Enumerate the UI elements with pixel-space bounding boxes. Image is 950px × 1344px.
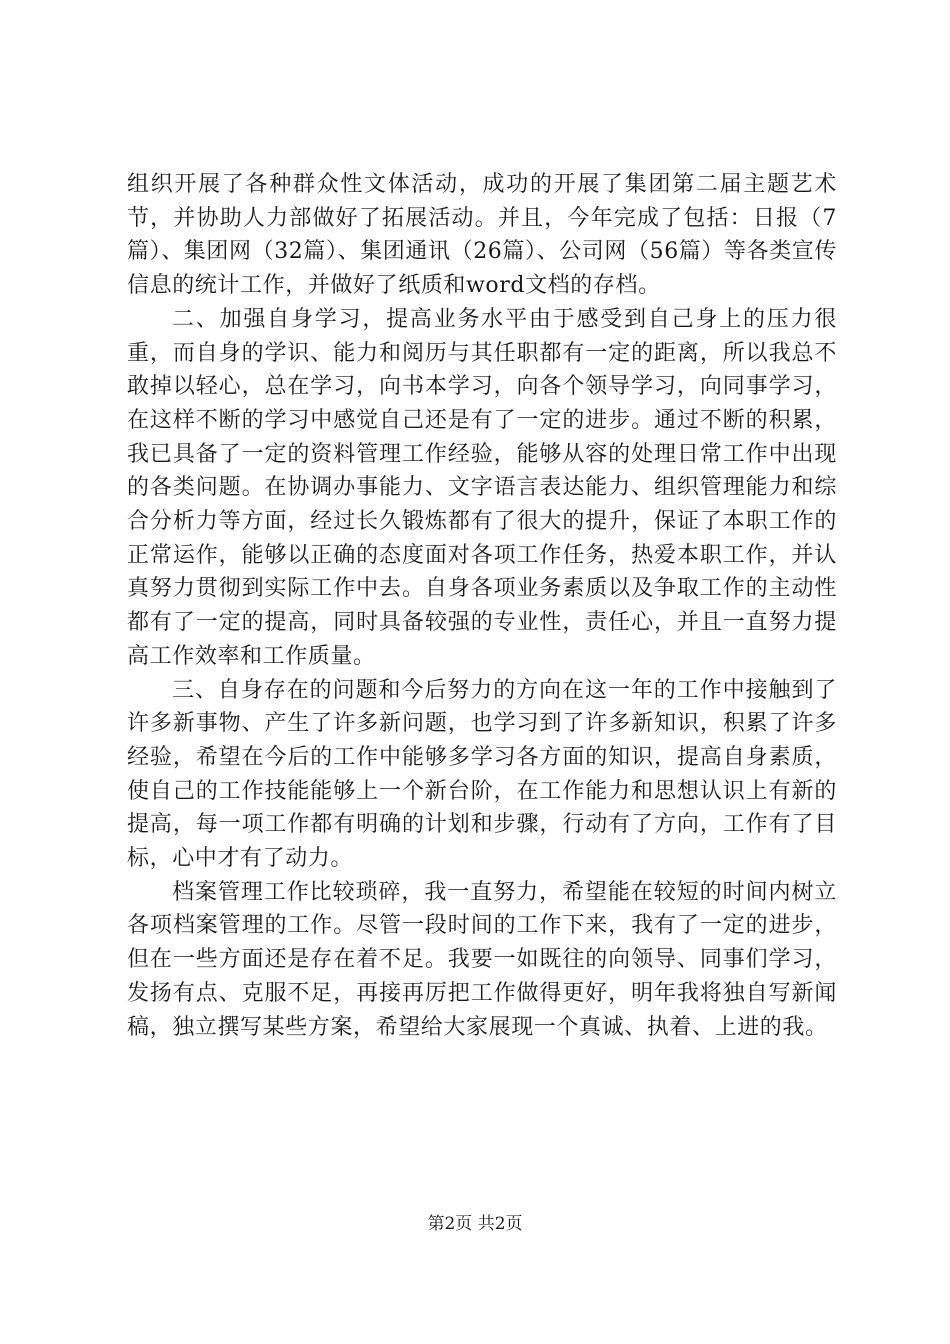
page-number-footer: 第2页 共2页 xyxy=(427,1214,523,1234)
paragraph-conclusion: 档案管理工作比较琐碎，我一直努力，希望能在较短的时间内树立各项档案管理的工作。尽管一段时间的工作下来，我有了一定的进步，但在一些方面还是存在着不足。我要一如既往的向领导、同事们学习，发扬有点、克服不足，再接再厉把工作做得更好，明年我将独自写新闻稿，独立撰写某些方案，希望给大家展现一个真诚、执着、上进的我。 xyxy=(127,879,837,1040)
paragraph-continuation: 组织开展了各种群众性文体活动，成功的开展了集团第二届主题艺术节，并协助人力部做好了拓展活动。并且，今年完成了包括：日报（7篇）、集团网（32篇）、集团通讯（26篇）、公司网（56篇）等各类宣传信息的统计工作，并做好了纸质和word文档的存档。 xyxy=(127,172,837,299)
paragraph-section-two: 二、加强自身学习，提高业务水平由于感受到自己身上的压力很重，而自身的学识、能力和阅历与其任职都有一定的距离，所以我总不敢掉以轻心，总在学习，向书本学习，向各个领导学习，向同事学习，在这样不断的学习中感觉自己还是有了一定的进步。通过不断的积累，我已具备了一定的资料管理工作经验，能够从容的处理日常工作中出现的各类问题。在协调办事能力、文字语言表达能力、组织管理能力和综合分析力等方面，经过长久锻炼都有了很大的提升，保证了本职工作的正常运作，能够以正确的态度面对各项工作任务，热爱本职工作，并认真努力贯彻到实际工作中去。自身各项业务素质以及争取工作的主动性都有了一定的提高，同时具备较强的专业性，责任心，并且一直努力提高工作效率和工作质量。 xyxy=(127,306,837,669)
document-body xyxy=(127,168,837,1044)
paragraph-section-three: 三、自身存在的问题和今后努力的方向在这一年的工作中接触到了许多新事物、产生了许多新问题，也学习到了许多新知识，积累了许多经验，希望在今后的工作中能够多学习各方面的知识，提高自身素质，使自己的工作技能能够上一个新台阶，在工作能力和思想认识上有新的提高，每一项工作都有明确的计划和步骤，行动有了方向，工作有了目标，心中才有了动力。 xyxy=(127,677,837,872)
